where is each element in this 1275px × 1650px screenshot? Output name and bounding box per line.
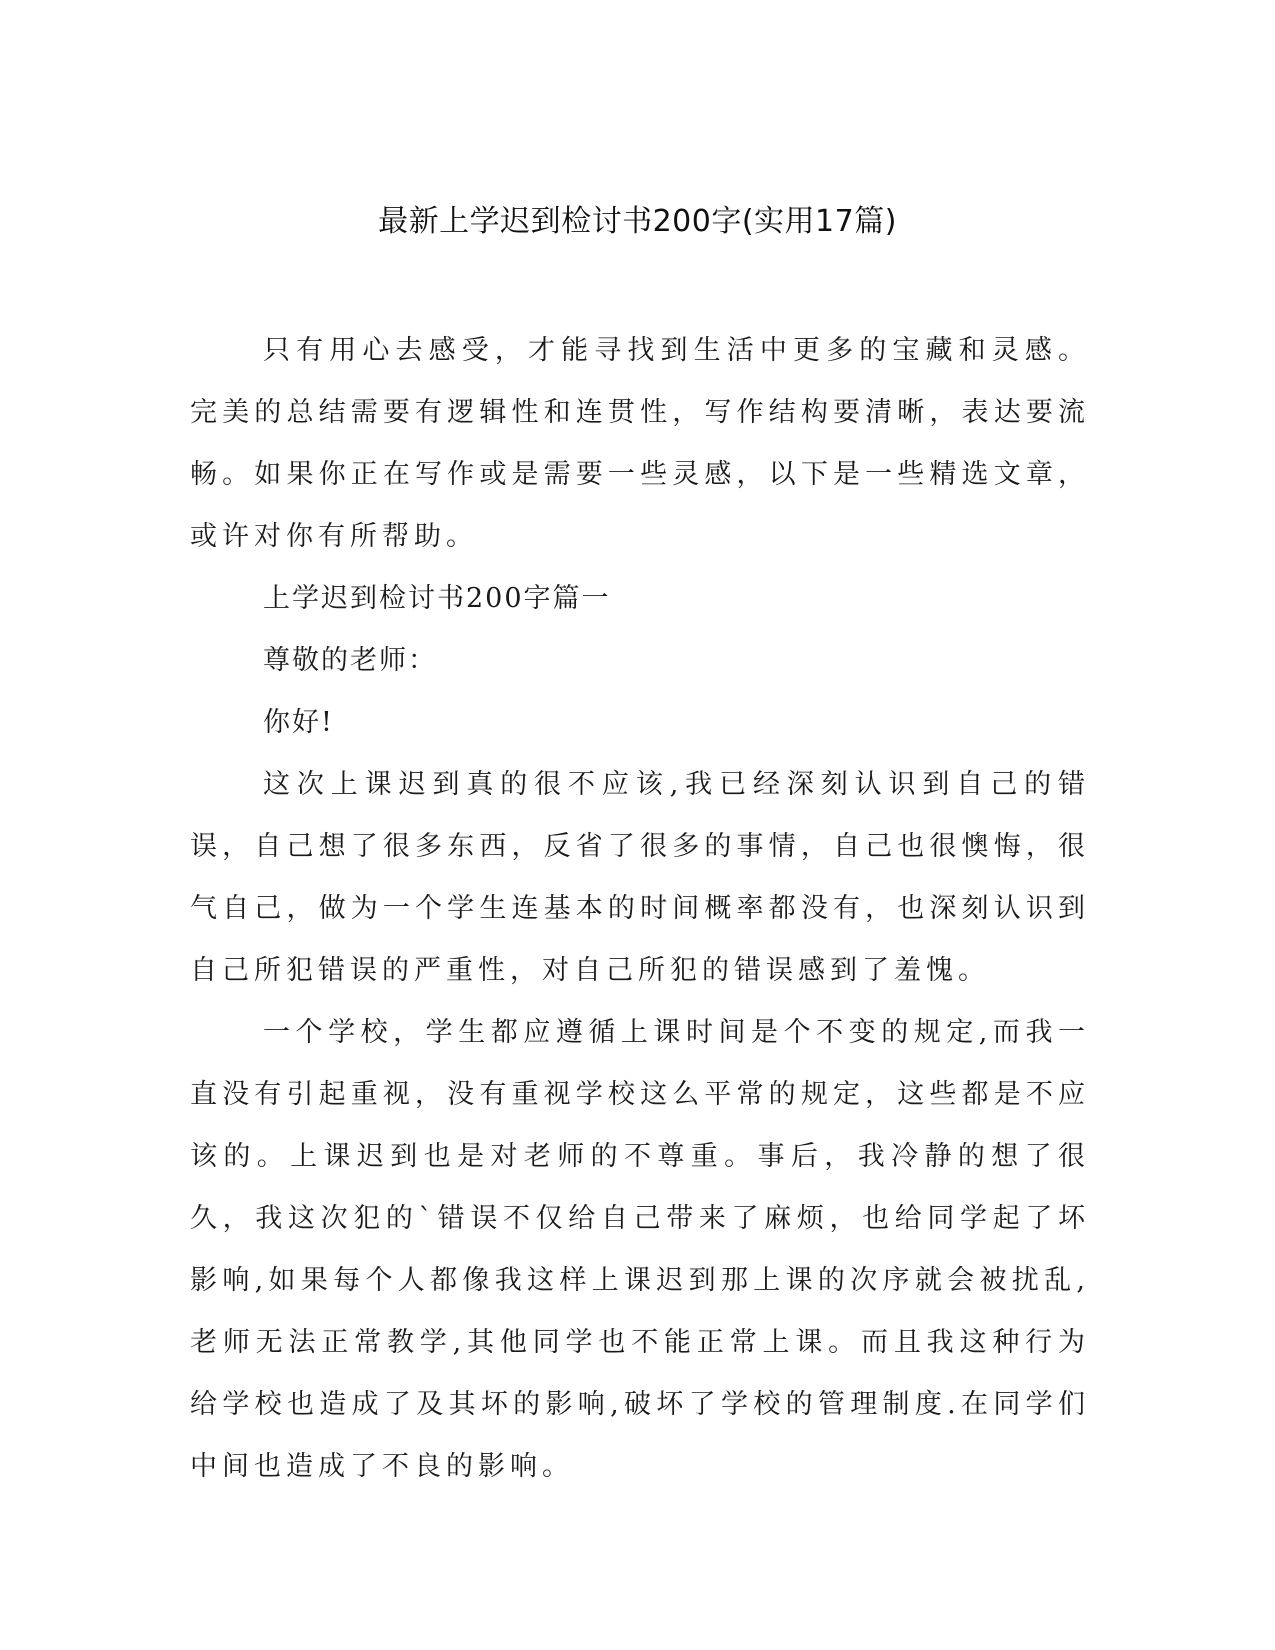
document-body xyxy=(190,320,1090,1498)
section-heading: 上学迟到检讨书200字篇一 xyxy=(263,583,611,614)
intro-paragraph: 只有用心去感受，才能寻找到生活中更多的宝藏和灵感。完美的总结需要有逻辑性和连贯性，写作结构要清晰，表达要流畅。如果你正在写作或是需要一些灵感，以下是一些精选文章，或许对你有所帮助。 xyxy=(190,335,1090,552)
body-paragraph: 一个学校，学生都应遵循上课时间是个不变的规定,而我一直没有引起重视，没有重视学校这么平常的规定，这些都是不应该的。上课迟到也是对老师的不尊重。事后，我冷静的想了很久，我这次犯的`错误不仅给自己带来了麻烦，也给同学起了坏影响,如果每个人都像我这样上课迟到那上课的次序就会被扰乱,老师无法正常教学,其他同学也不能正常上课。而且我这种行为给学校也造成了及其坏的影响,破坏了学校的管理制度.在同学们中间也造成了不良的影响。 xyxy=(190,1017,1090,1482)
body-paragraph: 这次上课迟到真的很不应该,我已经深刻认识到自己的错误，自己想了很多东西，反省了很多的事情，自己也很懊悔，很气自己，做为一个学生连基本的时间概率都没有，也深刻认识到自己所犯错误的严重性，对自己所犯的错误感到了羞愧。 xyxy=(190,769,1090,986)
greeting: 你好! xyxy=(263,707,334,738)
document-title: 最新上学迟到检讨书200字(实用17篇) xyxy=(378,204,897,239)
salutation: 尊敬的老师： xyxy=(263,645,437,676)
